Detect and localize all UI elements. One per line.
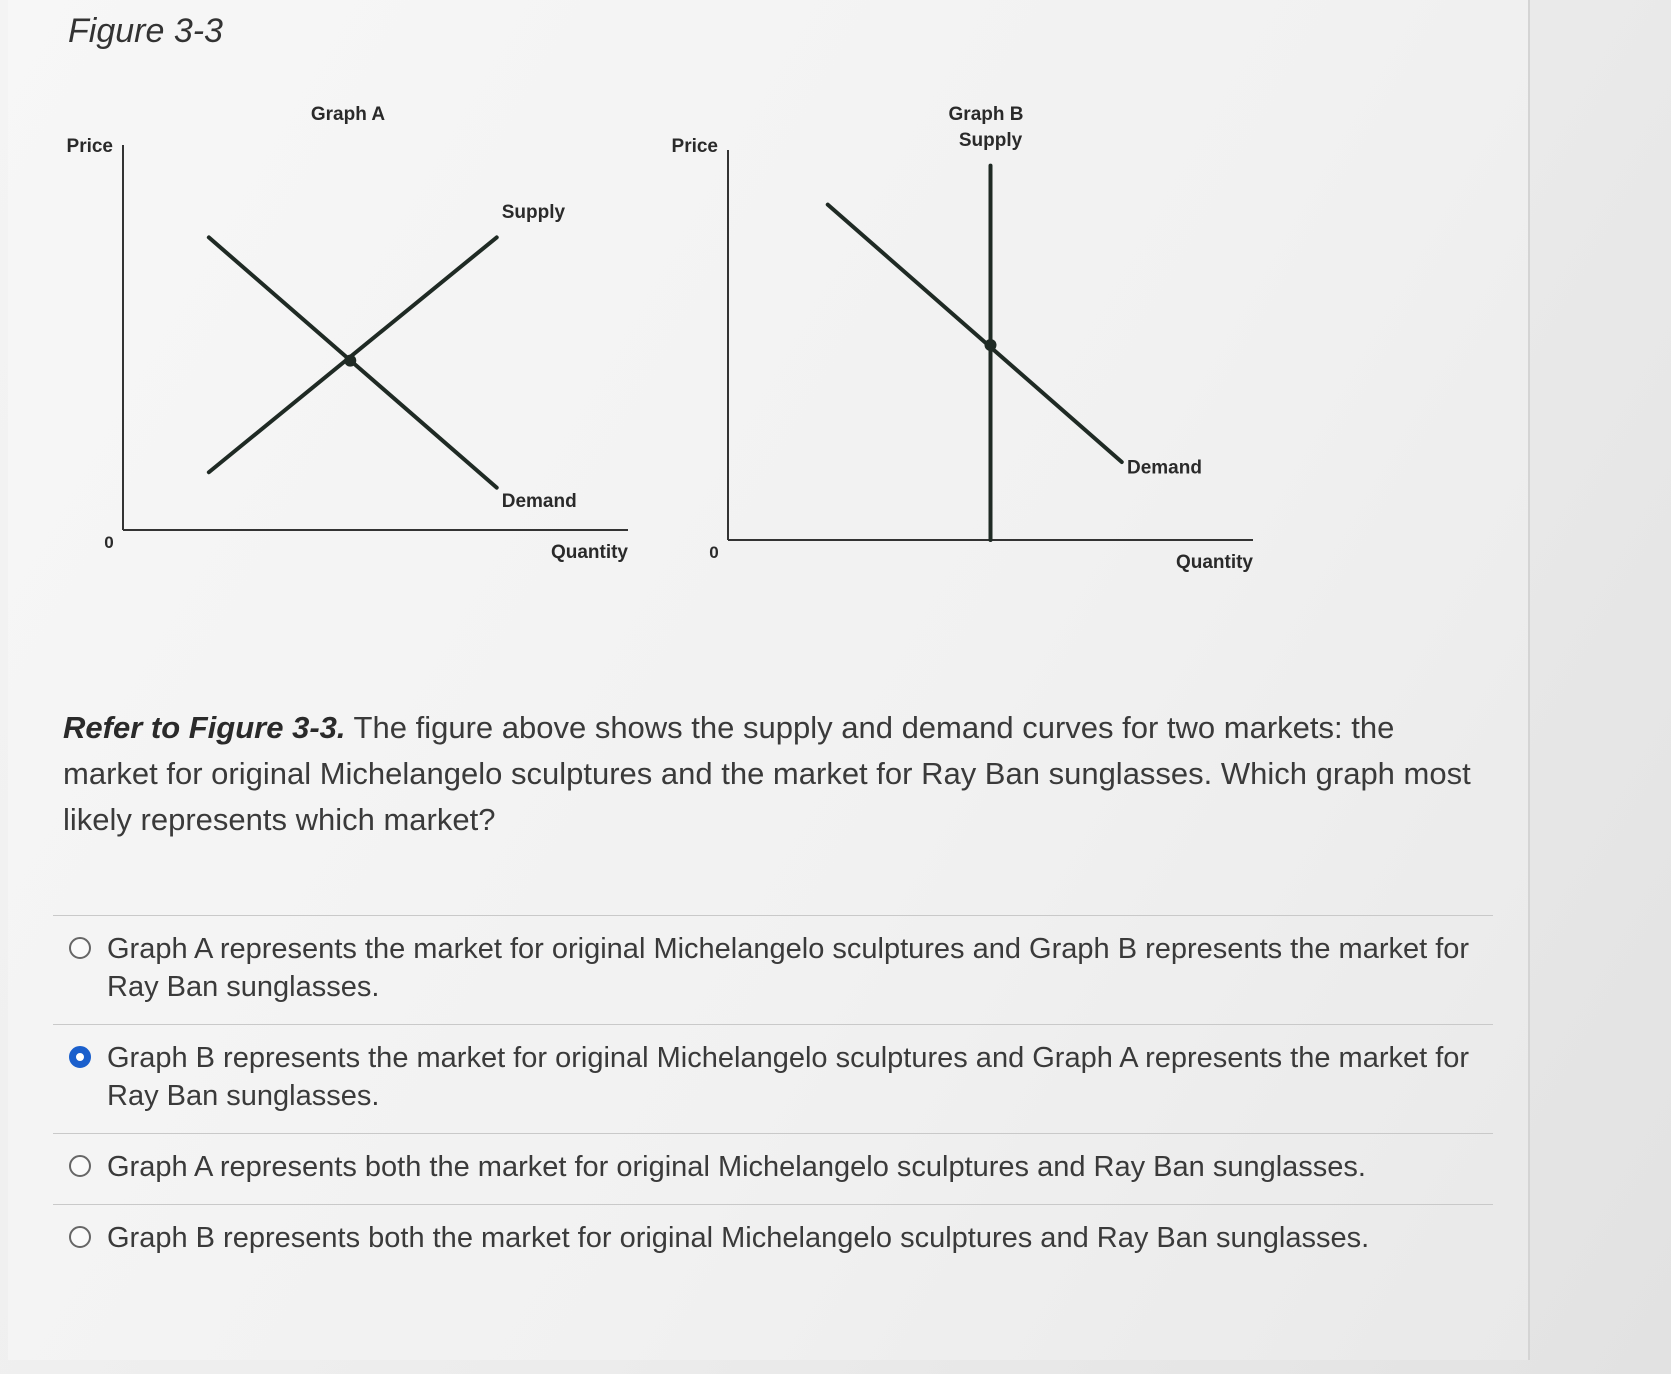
option-1-label: Graph A represents the market for original Michelangelo sculptures and Graph B represents the market for Ray Ban sunglasses. [107,933,1470,1003]
equilibrium-point [985,339,997,351]
x-axis-label: Quantity [550,542,628,563]
option-2[interactable] [53,1025,1493,1133]
radio-button-1[interactable] [69,937,91,959]
option-2-label: Graph B represents the market for original Michelangelo sculptures and Graph A represents the market for Ray Ban sunglasses. [107,1042,1470,1112]
origin-label: 0 [104,533,114,552]
graph-title: Graph A [310,104,386,125]
question-ref: Refer to Figure 3-3. [63,710,346,745]
series-supply-label: Supply [501,202,566,224]
answer-options [53,915,1493,1275]
graph-a [63,100,683,620]
option-3-label: Graph A represents both the market for original Michelangelo sculptures and Ray Ban sunglasses. [107,1151,1366,1183]
series-demand-line [828,205,1122,462]
question-card [8,0,1530,1360]
graph-title: Graph B [948,104,1024,125]
x-axis-label: Quantity [1175,552,1253,573]
figure-title: Figure 3-3 [68,12,223,50]
radio-button-4[interactable] [69,1226,91,1248]
option-1[interactable] [53,916,1493,1024]
graph-b [671,100,1368,620]
series-supply-label: Supply [958,130,1023,152]
radio-button-3[interactable] [69,1155,91,1177]
origin-label: 0 [709,543,719,562]
question-text [63,705,1483,843]
equilibrium-point [344,355,356,367]
radio-button-2[interactable] [69,1046,91,1068]
question-body: The figure above shows the supply and demand curves for two markets: the market for original Michelangelo sculptures and the market for Ray Ban sunglasses. Which graph most likely represents which market? [63,710,1471,837]
graph-b-svg [671,100,1368,620]
y-axis-label: Price [671,136,718,157]
option-3[interactable] [53,1134,1493,1204]
y-axis-label: Price [66,136,113,157]
series-demand-label: Demand [1127,457,1202,479]
series-demand-label: Demand [501,490,577,512]
graph-a-svg [63,100,683,620]
option-4[interactable] [53,1205,1493,1275]
option-4-label: Graph B represents both the market for original Michelangelo sculptures and Ray Ban sunglasses. [107,1222,1370,1254]
